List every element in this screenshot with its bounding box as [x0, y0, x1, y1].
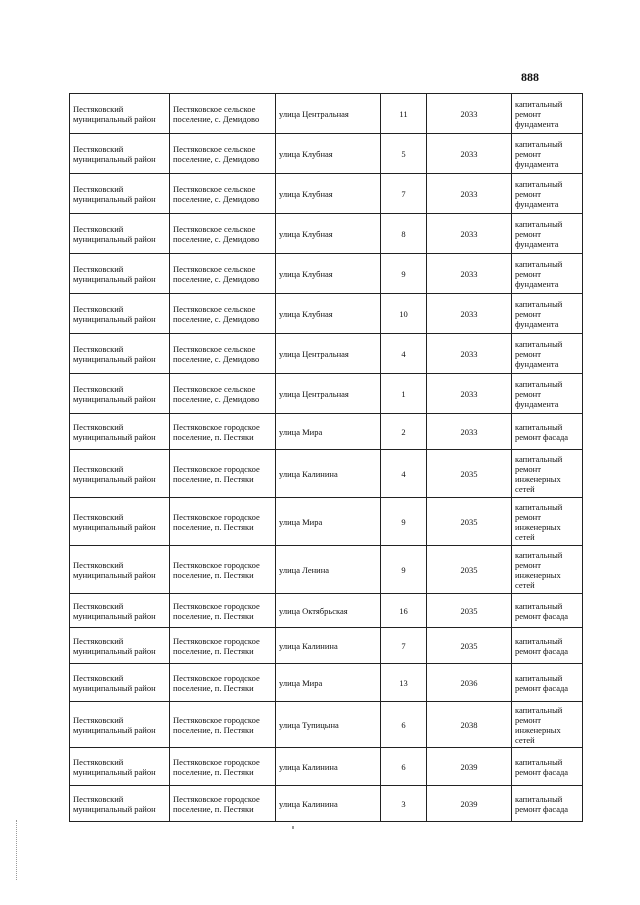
street-cell: улица Клубная — [276, 174, 381, 214]
work-type-cell: капитальный ремонт фундамента — [512, 334, 583, 374]
page-number: 888 — [521, 70, 539, 84]
table-row — [70, 214, 583, 254]
district-cell: Пестяковский муниципальный район — [70, 702, 170, 748]
district-cell: Пестяковский муниципальный район — [70, 498, 170, 546]
house-number-cell: 9 — [381, 254, 427, 294]
settlement-cell: Пестяковское сельское поселение, с. Демидово — [170, 94, 276, 134]
district-cell: Пестяковский муниципальный район — [70, 134, 170, 174]
house-number-cell: 9 — [381, 546, 427, 594]
year-cell: 2035 — [427, 450, 512, 498]
house-number-cell: 9 — [381, 498, 427, 546]
district-cell: Пестяковский муниципальный район — [70, 664, 170, 702]
year-cell: 2033 — [427, 94, 512, 134]
settlement-cell: Пестяковское городское поселение, п. Пестяки — [170, 628, 276, 664]
street-cell: улица Центральная — [276, 94, 381, 134]
street-cell: улица Калинина — [276, 748, 381, 786]
district-cell: Пестяковский муниципальный район — [70, 628, 170, 664]
repair-schedule-table — [69, 93, 583, 822]
year-cell: 2039 — [427, 786, 512, 822]
table-row — [70, 374, 583, 414]
settlement-cell: Пестяковское сельское поселение, с. Демидово — [170, 174, 276, 214]
table-row — [70, 94, 583, 134]
work-type-cell: капитальный ремонт фундамента — [512, 374, 583, 414]
street-cell: улица Мира — [276, 664, 381, 702]
work-type-cell: капитальный ремонт фасада — [512, 414, 583, 450]
work-type-cell: капитальный ремонт фундамента — [512, 214, 583, 254]
table-row — [70, 174, 583, 214]
street-cell: улица Ленина — [276, 546, 381, 594]
center-mark — [292, 826, 294, 829]
work-type-cell: капитальный ремонт фасада — [512, 594, 583, 628]
year-cell: 2033 — [427, 294, 512, 334]
table-row — [70, 498, 583, 546]
table-row — [70, 628, 583, 664]
settlement-cell: Пестяковское городское поселение, п. Пестяки — [170, 664, 276, 702]
year-cell: 2035 — [427, 628, 512, 664]
settlement-cell: Пестяковское городское поселение, п. Пестяки — [170, 414, 276, 450]
street-cell: улица Калинина — [276, 450, 381, 498]
work-type-cell: капитальный ремонт фасада — [512, 786, 583, 822]
work-type-cell: капитальный ремонт фундамента — [512, 94, 583, 134]
year-cell: 2035 — [427, 546, 512, 594]
table-row — [70, 748, 583, 786]
settlement-cell: Пестяковское сельское поселение, с. Демидово — [170, 334, 276, 374]
district-cell: Пестяковский муниципальный район — [70, 94, 170, 134]
settlement-cell: Пестяковское городское поселение, п. Пестяки — [170, 748, 276, 786]
year-cell: 2033 — [427, 174, 512, 214]
district-cell: Пестяковский муниципальный район — [70, 748, 170, 786]
house-number-cell: 8 — [381, 214, 427, 254]
house-number-cell: 4 — [381, 334, 427, 374]
table-row — [70, 664, 583, 702]
house-number-cell: 4 — [381, 450, 427, 498]
year-cell: 2035 — [427, 594, 512, 628]
settlement-cell: Пестяковское сельское поселение, с. Демидово — [170, 294, 276, 334]
table-row — [70, 134, 583, 174]
year-cell: 2033 — [427, 374, 512, 414]
settlement-cell: Пестяковское городское поселение, п. Пестяки — [170, 498, 276, 546]
work-type-cell: капитальный ремонт фасада — [512, 748, 583, 786]
settlement-cell: Пестяковское городское поселение, п. Пестяки — [170, 786, 276, 822]
settlement-cell: Пестяковское городское поселение, п. Пестяки — [170, 450, 276, 498]
street-cell: улица Центральная — [276, 334, 381, 374]
house-number-cell: 13 — [381, 664, 427, 702]
street-cell: улица Клубная — [276, 254, 381, 294]
settlement-cell: Пестяковское городское поселение, п. Пестяки — [170, 702, 276, 748]
year-cell: 2036 — [427, 664, 512, 702]
district-cell: Пестяковский муниципальный район — [70, 786, 170, 822]
house-number-cell: 1 — [381, 374, 427, 414]
table-row — [70, 414, 583, 450]
street-cell: улица Калинина — [276, 628, 381, 664]
district-cell: Пестяковский муниципальный район — [70, 334, 170, 374]
district-cell: Пестяковский муниципальный район — [70, 214, 170, 254]
district-cell: Пестяковский муниципальный район — [70, 450, 170, 498]
table-row — [70, 786, 583, 822]
year-cell: 2039 — [427, 748, 512, 786]
house-number-cell: 2 — [381, 414, 427, 450]
work-type-cell: капитальный ремонт фундамента — [512, 294, 583, 334]
settlement-cell: Пестяковское сельское поселение, с. Демидово — [170, 214, 276, 254]
district-cell: Пестяковский муниципальный район — [70, 546, 170, 594]
year-cell: 2033 — [427, 334, 512, 374]
table-row — [70, 594, 583, 628]
street-cell: улица Тупицына — [276, 702, 381, 748]
table-row — [70, 450, 583, 498]
table-row — [70, 546, 583, 594]
year-cell: 2033 — [427, 214, 512, 254]
table-body — [70, 94, 583, 822]
district-cell: Пестяковский муниципальный район — [70, 174, 170, 214]
table-row — [70, 294, 583, 334]
work-type-cell: капитальный ремонт фундамента — [512, 174, 583, 214]
district-cell: Пестяковский муниципальный район — [70, 594, 170, 628]
table-row — [70, 702, 583, 748]
settlement-cell: Пестяковское сельское поселение, с. Демидово — [170, 134, 276, 174]
margin-mark — [16, 820, 20, 880]
house-number-cell: 3 — [381, 786, 427, 822]
house-number-cell: 11 — [381, 94, 427, 134]
street-cell: улица Мира — [276, 414, 381, 450]
table-row — [70, 254, 583, 294]
settlement-cell: Пестяковское сельское поселение, с. Демидово — [170, 254, 276, 294]
work-type-cell: капитальный ремонт инженерных сетей — [512, 498, 583, 546]
work-type-cell: капитальный ремонт фасада — [512, 628, 583, 664]
street-cell: улица Центральная — [276, 374, 381, 414]
work-type-cell: капитальный ремонт фасада — [512, 664, 583, 702]
house-number-cell: 5 — [381, 134, 427, 174]
settlement-cell: Пестяковское городское поселение, п. Пестяки — [170, 546, 276, 594]
street-cell: улица Клубная — [276, 294, 381, 334]
year-cell: 2038 — [427, 702, 512, 748]
work-type-cell: капитальный ремонт фундамента — [512, 254, 583, 294]
district-cell: Пестяковский муниципальный район — [70, 374, 170, 414]
work-type-cell: капитальный ремонт инженерных сетей — [512, 702, 583, 748]
street-cell: улица Клубная — [276, 214, 381, 254]
table-row — [70, 334, 583, 374]
house-number-cell: 16 — [381, 594, 427, 628]
settlement-cell: Пестяковское сельское поселение, с. Демидово — [170, 374, 276, 414]
year-cell: 2033 — [427, 414, 512, 450]
house-number-cell: 7 — [381, 628, 427, 664]
district-cell: Пестяковский муниципальный район — [70, 254, 170, 294]
street-cell: улица Мира — [276, 498, 381, 546]
house-number-cell: 7 — [381, 174, 427, 214]
work-type-cell: капитальный ремонт инженерных сетей — [512, 450, 583, 498]
settlement-cell: Пестяковское городское поселение, п. Пестяки — [170, 594, 276, 628]
street-cell: улица Клубная — [276, 134, 381, 174]
year-cell: 2033 — [427, 254, 512, 294]
year-cell: 2035 — [427, 498, 512, 546]
street-cell: улица Октябрьская — [276, 594, 381, 628]
district-cell: Пестяковский муниципальный район — [70, 414, 170, 450]
year-cell: 2033 — [427, 134, 512, 174]
house-number-cell: 10 — [381, 294, 427, 334]
house-number-cell: 6 — [381, 748, 427, 786]
work-type-cell: капитальный ремонт фундамента — [512, 134, 583, 174]
house-number-cell: 6 — [381, 702, 427, 748]
work-type-cell: капитальный ремонт инженерных сетей — [512, 546, 583, 594]
street-cell: улица Калинина — [276, 786, 381, 822]
district-cell: Пестяковский муниципальный район — [70, 294, 170, 334]
